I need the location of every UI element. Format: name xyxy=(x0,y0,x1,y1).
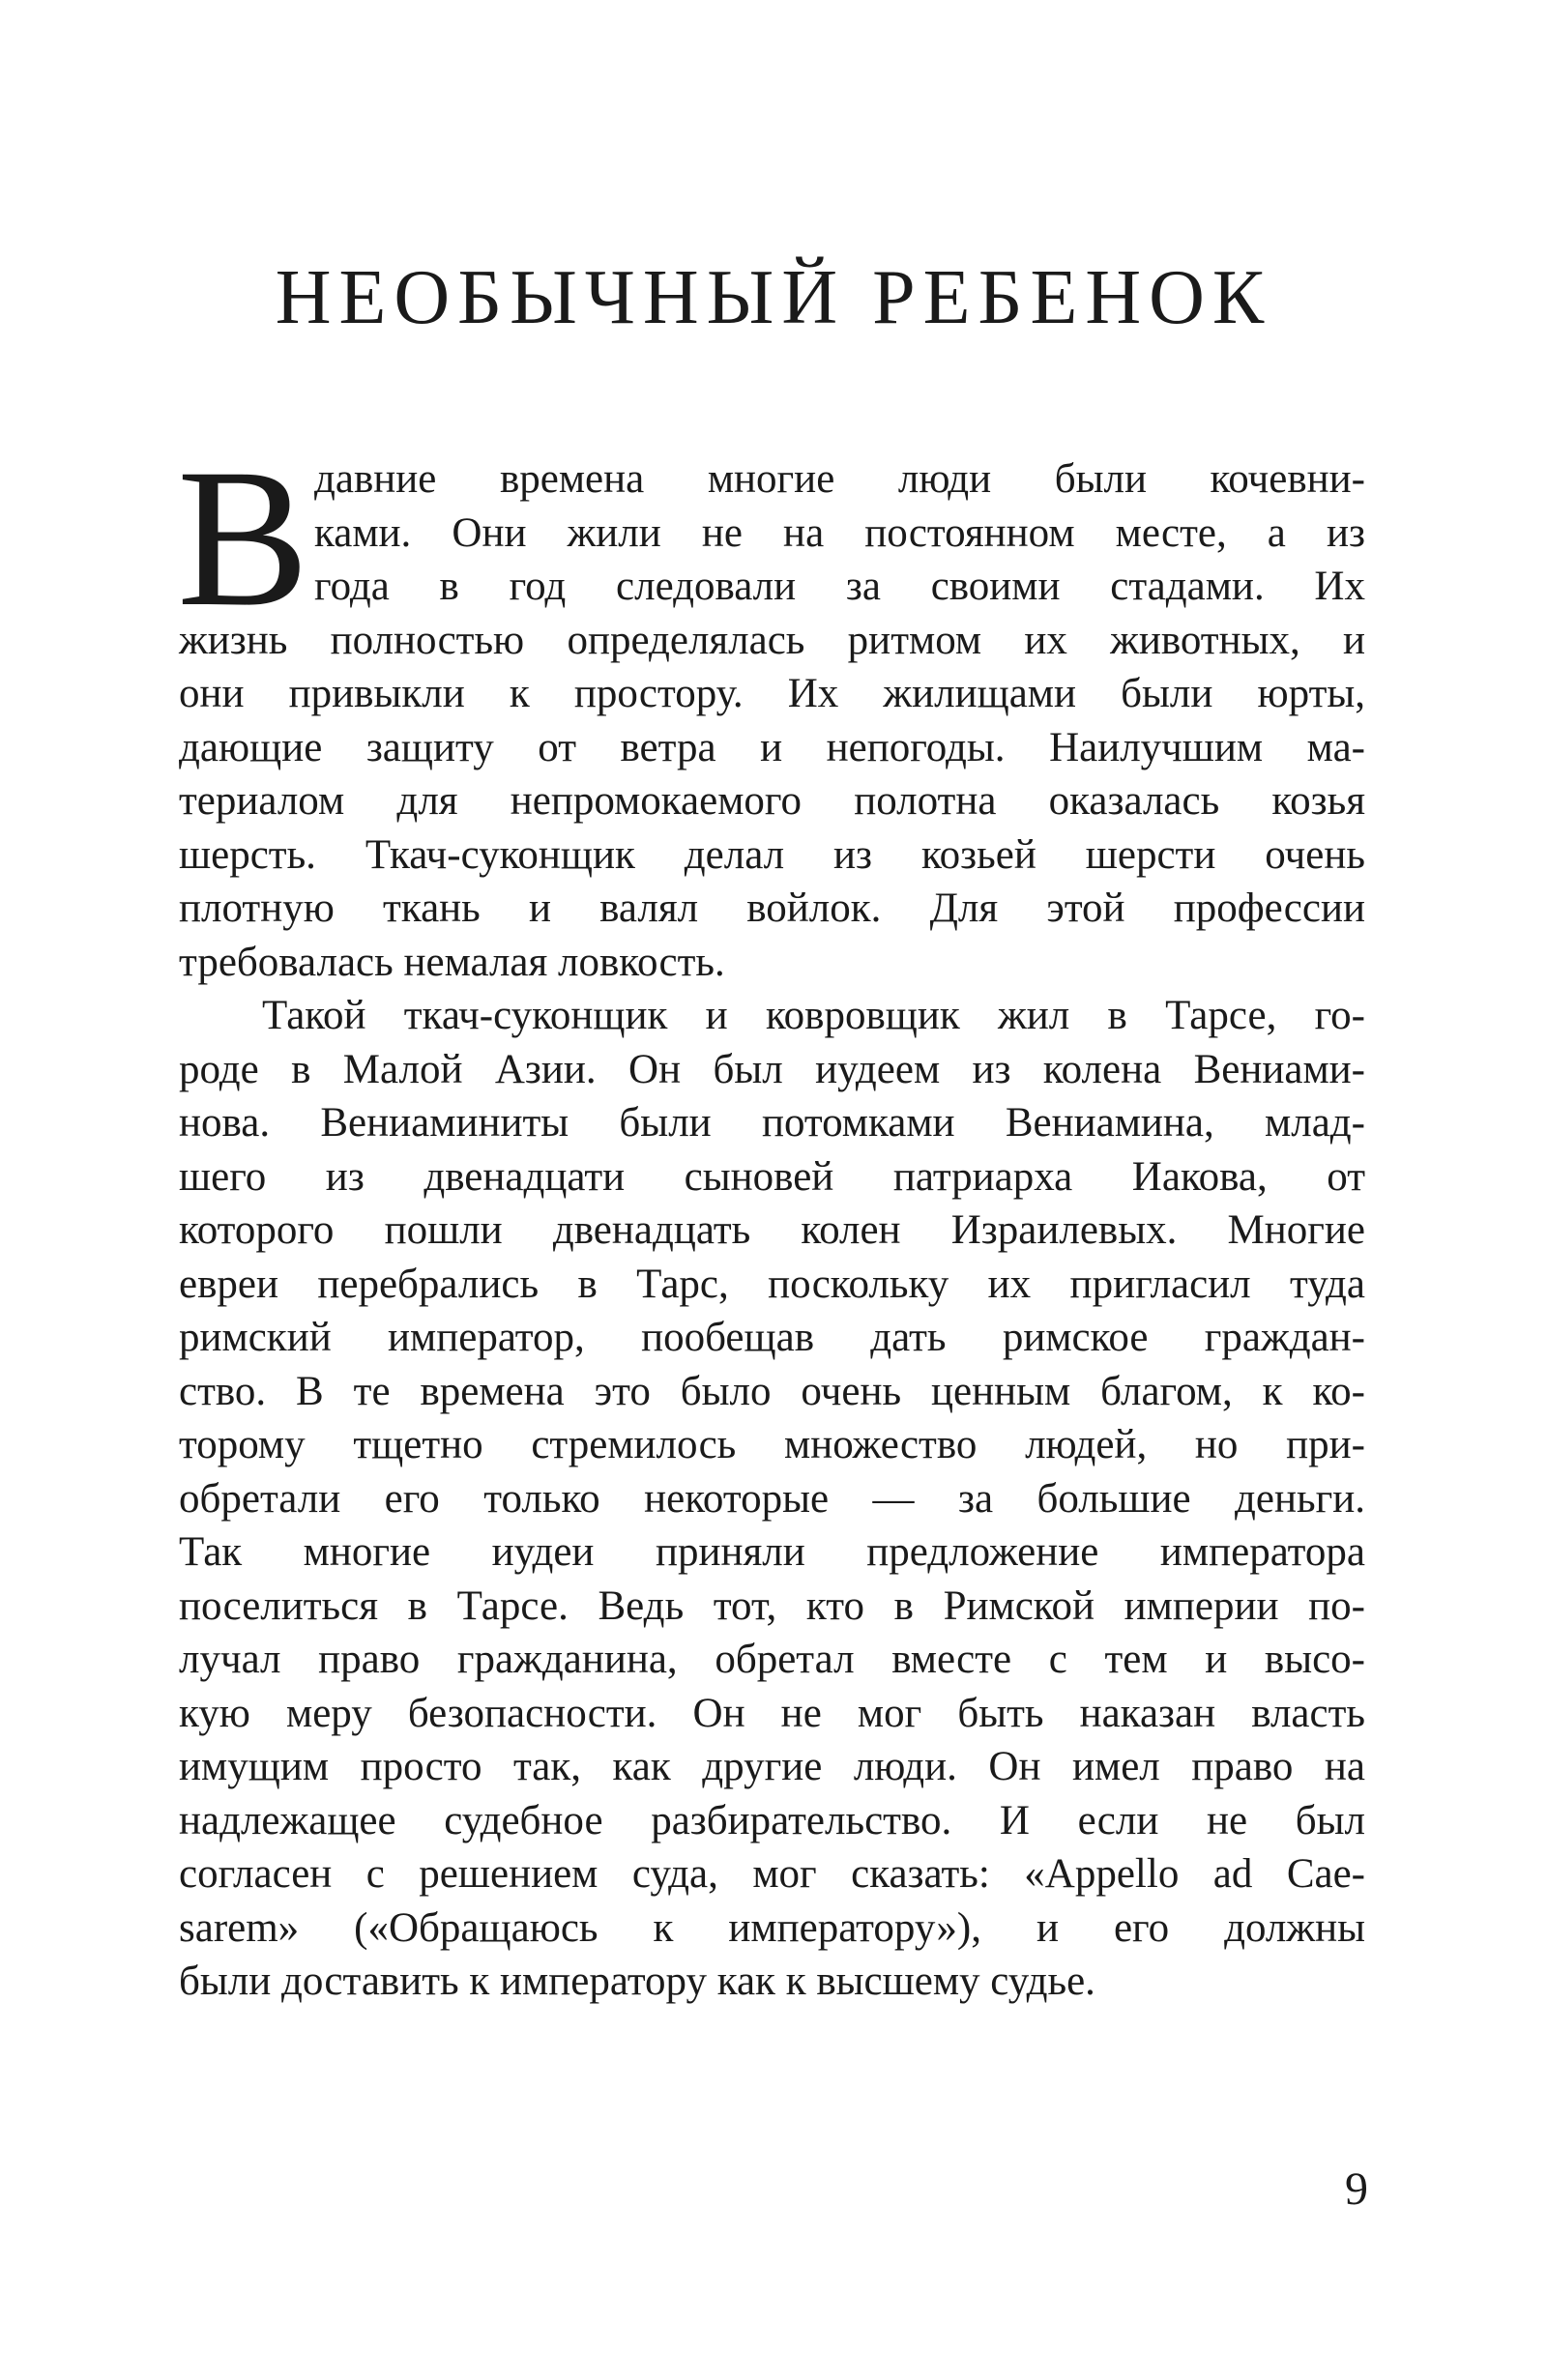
text-line: были доставить к императору как к высшему судье. xyxy=(179,1959,1095,2004)
text-line: ство. В те времена это было очень ценным благом, к ко- xyxy=(179,1368,1365,1414)
paragraph-2 xyxy=(179,989,1365,2009)
text-line: согласен с решением суда, мог сказать: «Appello ad Cae- xyxy=(179,1851,1365,1897)
text-line: Такой ткач-суконщик и ковровщик жил в Тарсе, го- xyxy=(262,993,1365,1038)
text-line: шерсть. Ткач-суконщик делал из козьей шерсти очень xyxy=(179,831,1365,878)
text-line: sarem» («Обращаюсь к императору»), и его должны xyxy=(179,1904,1365,1951)
text-line: дающие защиту от ветра и непогоды. Наилучшим ма- xyxy=(179,724,1365,770)
chapter-title: НЕОБЫЧНЫЙ РЕБЕНОК xyxy=(275,255,1272,340)
text-line: кую меру безопасности. Он не мог быть наказан власть xyxy=(179,1690,1365,1736)
drop-cap: В xyxy=(177,428,309,648)
text-line: ками. Они жили не на постоянном месте, а из xyxy=(314,509,1365,556)
text-line: жизнь полностью определялась ритмом их животных, и xyxy=(179,617,1365,663)
text-line: римский император, пообещав дать римское граждан- xyxy=(179,1315,1365,1360)
text-line: года в год следовали за своими стадами. Их xyxy=(314,564,1365,609)
text-line: шего из двенадцати сыновей патриарха Иакова, от xyxy=(179,1153,1365,1200)
text-line: обретали его только некоторые — за большие деньги. xyxy=(179,1475,1365,1522)
text-line: лучал право гражданина, обретал вместе с тем и высо- xyxy=(179,1637,1365,1682)
text-line: нова. Вениаминиты были потомками Вениамина, млад- xyxy=(179,1100,1365,1146)
text-line: евреи перебрались в Тарс, поскольку их пригласил туда xyxy=(179,1261,1365,1307)
text-line: имущим просто так, как другие люди. Он имел право на xyxy=(179,1744,1365,1789)
text-line: териалом для непромокаемого полотна оказалась козья xyxy=(179,778,1365,824)
text-line: давние времена многие люди были кочевни- xyxy=(314,456,1365,502)
text-line: надлежащее судебное разбирательство. И если не был xyxy=(179,1797,1365,1843)
text-line: которого пошли двенадцать колен Израилевых. Многие xyxy=(179,1207,1365,1253)
page-number: 9 xyxy=(1345,2163,1368,2215)
text-line: плотную ткань и валял войлок. Для этой профессии xyxy=(179,885,1365,931)
text-line: Так многие иудеи приняли предложение императора xyxy=(179,1529,1365,1575)
text-line: они привыкли к простору. Их жилищами были юрты, xyxy=(179,671,1365,716)
paragraph-1 xyxy=(177,428,1365,989)
text-line: поселиться в Тарсе. Ведь тот, кто в Римской империи по- xyxy=(179,1582,1365,1629)
text-line: требовалась немалая ловкость. xyxy=(179,939,725,985)
text-line: торому тщетно стремилось множество людей, но при- xyxy=(179,1422,1365,1467)
text-line: роде в Малой Азии. Он был иудеем из колена Вениами- xyxy=(179,1046,1365,1092)
body-text xyxy=(177,428,1365,2009)
